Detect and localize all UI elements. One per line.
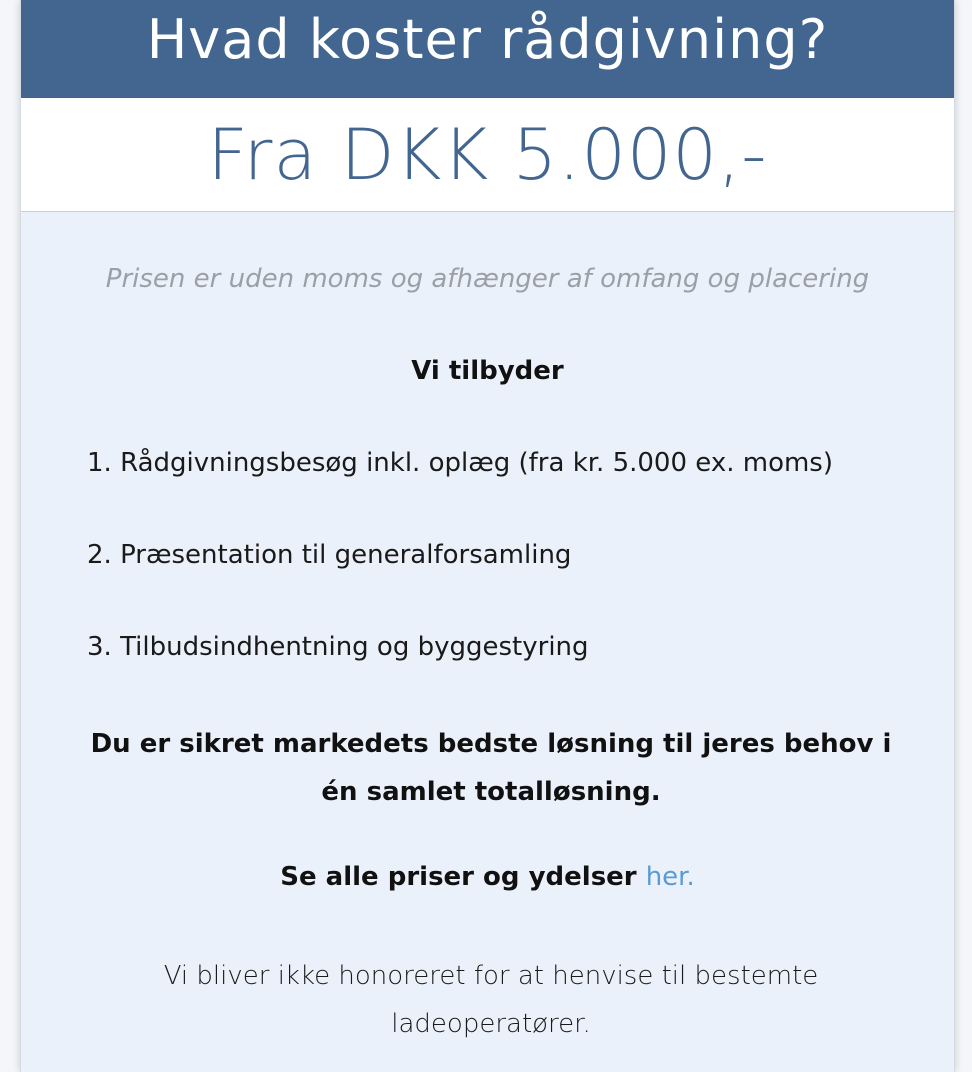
card-title: Hvad koster rådgivning?	[146, 7, 829, 71]
offer-item-2: 2. Præsentation til generalforsamling	[87, 540, 572, 570]
offer-item-3: 3. Tilbudsindhentning og byggestyring	[87, 632, 589, 662]
card-header	[21, 0, 954, 98]
price-text: Fra DKK 5.000,-	[207, 113, 768, 196]
see-all-prefix: Se alle priser og ydelser	[280, 862, 646, 892]
offer-item-1: 1. Rådgivningsbesøg inkl. oplæg (fra kr. 5.000 ex. moms)	[87, 448, 833, 478]
offer-title: Vi tilbyder	[411, 356, 564, 386]
pricing-card	[20, 0, 955, 1072]
price-box	[21, 98, 954, 212]
disclaimer-text: Vi bliver ikke honoreret for at henvise til bestemte ladeoperatører.	[163, 961, 819, 1039]
price-note: Prisen er uden moms og afhænger af omfang og placering	[105, 264, 870, 294]
card-body	[21, 212, 954, 1069]
see-all-link[interactable]: her.	[645, 862, 695, 892]
claim-text: Du er sikret markedets bedste løsning til jeres behov i én samlet totalløsning.	[90, 729, 892, 807]
see-all-line	[21, 862, 954, 892]
